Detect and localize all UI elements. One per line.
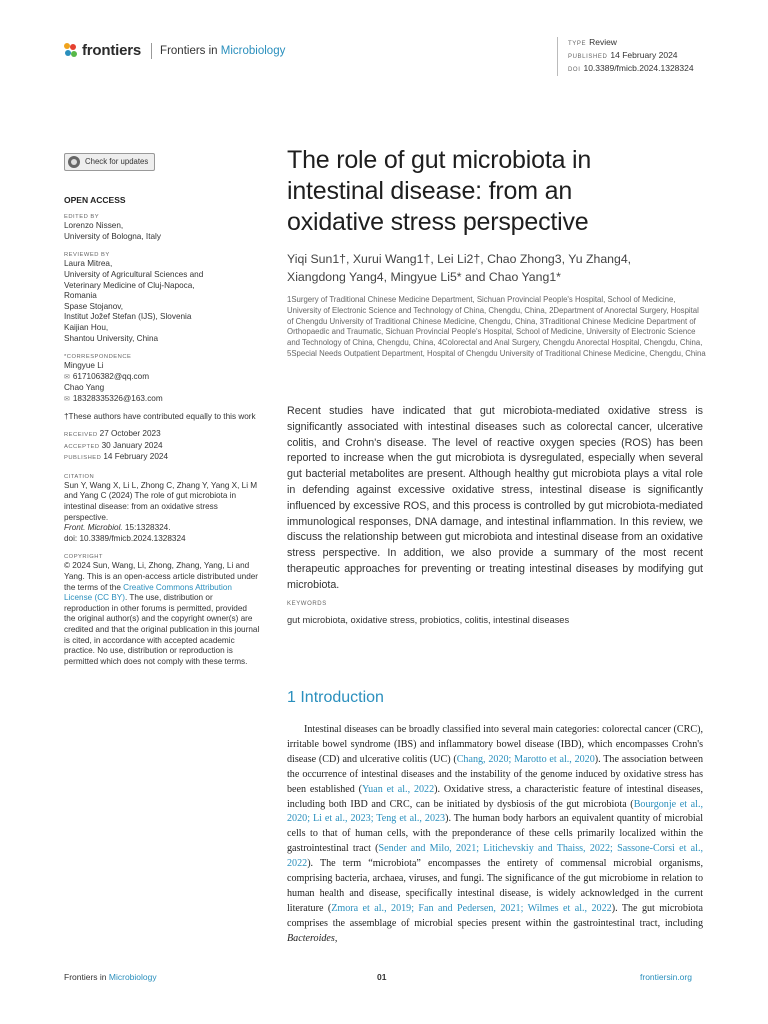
citation	[64, 481, 260, 545]
type-value: Review	[589, 37, 617, 47]
journal-title: Microbiology	[220, 44, 286, 57]
authors-text[interactable]: Yiqi Sun1†, Xurui Wang1†, Lei Li2†, Chao Zhong3, Yu Zhang4, Xiangdong Yang4, Mingyue Li5* and Chao Yang1*	[287, 252, 632, 284]
copyright-text: © 2024 Sun, Wang, Li, Zhong, Zhang, Yang, Li and Yang. This is an open-access article distributed under the terms of the	[64, 561, 259, 592]
citation-link[interactable]: Yuan et al., 2022	[362, 783, 435, 795]
author-list	[287, 251, 687, 286]
italic-text: Bacteroides	[287, 932, 335, 944]
citation-link[interactable]: Zmora et al., 2019; Fan and Pedersen, 2021; Wilmes et al., 2022	[331, 902, 612, 914]
journal-name[interactable]	[160, 45, 285, 57]
intro-text: ,	[334, 932, 338, 944]
reviewer-line: Laura Mitrea,	[64, 259, 113, 269]
reviewer-line: Kaijian Hou,	[64, 322, 109, 332]
intro-text: ). The human body harbors an equivalent quantity of microbial cells to that of human cells, with the preponderance of these cells primarily localized within the gastrointestinal tract (	[287, 813, 703, 855]
article-title: The role of gut microbiota in intestinal disease: from an oxidative stress perspective	[287, 146, 592, 236]
footer-journal-prefix: Frontiers in	[64, 972, 107, 982]
journal-prefix: Frontiers in	[160, 44, 218, 57]
license-link[interactable]: Creative Commons Attribution License (CC BY)	[64, 582, 232, 603]
editor-affiliation: University of Bologna, Italy	[64, 231, 161, 241]
doi-label: DOI	[568, 67, 581, 73]
dates	[64, 429, 260, 464]
accepted-label: ACCEPTED	[64, 443, 100, 450]
intro-text: ). The gut microbiota comprises the assemblage of microbial species present within the gastrointestinal tract, including	[287, 902, 703, 929]
introduction-body	[287, 723, 703, 947]
section-heading: 1 Introduction	[287, 689, 384, 706]
frontiers-logo-icon	[64, 43, 78, 59]
update-check-icon	[68, 156, 80, 168]
citation-journal: Front. Microbiol.	[64, 523, 123, 533]
intro-text: ). The term “microbiota” encompasses the entirety of commensal microbial organisms, comprising bacteria, archaea, viruses, and fungi. The significance of the gut microbiome in relation to human health and disease, specifically intestinal disease, is widely acknowledged in the current literature (	[287, 858, 703, 914]
meta-published	[568, 50, 694, 63]
frontiers-logo[interactable]	[64, 42, 285, 59]
published-label: PUBLISHED	[568, 54, 608, 60]
open-access-label: OPEN ACCESS	[64, 194, 126, 205]
page-number: 01	[377, 972, 387, 982]
reviewed-by-label: REVIEWED BY	[64, 252, 110, 259]
intro-text: ). The association between the occurrence of intestinal diseases and the instability of the genome induced by oxidative stress has been established (	[287, 753, 703, 795]
copyright	[64, 561, 260, 667]
check-updates-label: Check for updates	[85, 156, 149, 166]
reviewers	[64, 259, 260, 344]
corr-name: Mingyue Li	[64, 361, 104, 371]
received-value: 27 October 2023	[99, 429, 161, 439]
footer-journal-link[interactable]: Microbiology	[108, 972, 157, 982]
correspondence	[64, 361, 260, 405]
article-meta	[557, 37, 694, 76]
accepted-value: 30 January 2024	[101, 440, 163, 450]
meta-type	[568, 37, 694, 50]
intro-text: ). Oxidative stress, a characteristic feature of intestinal diseases, including both IBD and CRC, can be initiated by dysbiosis of the gut microbiota (	[287, 783, 703, 810]
reviewer-line: Romania	[64, 291, 97, 301]
published-date-label: PUBLISHED	[64, 455, 102, 462]
brand-name: frontiers	[82, 42, 142, 59]
intro-text: Intestinal diseases can be broadly classified into several main categories: colorectal cancer (CRC), irritable bowel syndrome (IBS) and inflammatory bowel disease (IBD), which encompasses Crohn's disease (CD) and ulcerative colitis (UC) (	[287, 724, 703, 765]
affiliations: 1Surgery of Traditional Chinese Medicine Department, Sichuan Provincial People's Hospital, School of Medicine, University of Electronic Science and Technology of China, Chengdu, China, 2Department of Anorectal Surgery, Hospital of Chengdu University of Traditional Chinese Medicine, Chengdu, China, 3Traditional Chinese Medicine Department of Orthopaedic and Traumatic, Sichuan Provincial People's Hospital, School of Medicine, University of Electronic Science and Technology of China, Chengdu, China, 4Colorectal and Anal Surgery, Chengdu Anorectal Hospital, Chengdu, China, 5Special Needs Outpatient Department, Hospital of Chengdu University of Traditional Chinese Medicine, Chengdu, China	[287, 295, 706, 358]
edited-by-label: EDITED BY	[64, 214, 100, 221]
received-label: RECEIVED	[64, 432, 98, 439]
corr-email-link[interactable]: 18328335326@163.com	[72, 393, 163, 403]
citation-link[interactable]: Bourgonje et al., 2020; Li et al., 2023; Teng et al., 2023	[287, 798, 704, 825]
citation-text: Sun Y, Wang X, Li L, Zhong C, Zhang Y, Yang X, Li M and Yang C (2024) The role of gut microbiota in intestinal disease: from an oxidative stress perspective.	[64, 480, 258, 522]
brand-divider	[151, 43, 152, 59]
abstract: Recent studies have indicated that gut microbiota-mediated oxidative stress is significantly associated with intestinal diseases such as colorectal cancer, ulcerative colitis, and Crohn's disease. The level of reactive oxygen species (ROS) has been reported to increase when the gut microbiota is dysregulated, especially when several gut bacterial metabolites are present. Although healthy gut microbiota plays a vital role in defending against excessive oxidative stress, intestinal disease is significantly influenced by excessive ROS, and this process is controlled by gut microbiota-mediated immunological responses, DNA damage, and intestinal inflammation. In this review, we discuss the relationship between gut microbiota and intestinal disease from an oxidative stress perspective. In addition, we also provide a summary of the most recent therapeutic approaches for preventing or treating intestinal diseases by modifying gut microbiota.	[287, 405, 703, 591]
keywords: gut microbiota, oxidative stress, probiotics, colitis, intestinal diseases	[287, 615, 570, 625]
keywords-label: KEYWORDS	[287, 601, 327, 607]
meta-doi	[568, 63, 694, 76]
published-date-value: 14 February 2024	[103, 452, 168, 462]
copyright-label: COPYRIGHT	[64, 554, 103, 561]
citation-link[interactable]: Sender and Milo, 2021; Litichevskiy and Thaiss, 2022; Sassone-Corsi et al., 2022	[287, 843, 703, 870]
reviewer-line: Spase Stojanov,	[64, 301, 124, 311]
intro-paragraph	[287, 723, 703, 947]
email-icon: ✉	[64, 395, 70, 403]
reviewer-line: Institut Jožef Stefan (IJS), Slovenia	[64, 312, 192, 322]
reviewer-line: Veterinary Medicine of Cluj-Napoca,	[64, 280, 195, 290]
corr-name: Chao Yang	[64, 383, 105, 393]
copyright-text-end: . The use, distribution or reproduction in other forums is permitted, provided the original author(s) and the copyright owner(s) are credited and that the original publication in this journal is cited, in accordance with accepted academic practice. No use, distribution or reproduction is permitted which does not comply with these terms.	[64, 593, 260, 666]
citation-doi[interactable]: doi: 10.3389/fmicb.2024.1328324	[64, 533, 186, 543]
sidebar	[64, 153, 260, 667]
correspondence-label: *CORRESPONDENCE	[64, 354, 132, 361]
editor-name: Lorenzo Nissen,	[64, 221, 124, 231]
type-label: TYPE	[568, 41, 587, 47]
reviewer-line: University of Agricultural Sciences and	[64, 269, 204, 279]
citation-label: CITATION	[64, 473, 95, 480]
footer-journal	[64, 972, 157, 982]
published-value: 14 February 2024	[610, 50, 678, 60]
citation-link[interactable]: Chang, 2020; Marotto et al., 2020	[456, 753, 595, 765]
doi-value[interactable]: 10.3389/fmicb.2024.1328324	[583, 63, 694, 73]
editor	[64, 221, 260, 242]
reviewer-line: Shantou University, China	[64, 333, 159, 343]
email-icon: ✉	[64, 373, 70, 381]
equal-contribution-note: †These authors have contributed equally to this work	[64, 411, 256, 421]
check-for-updates-button[interactable]	[64, 153, 155, 171]
corr-email-link[interactable]: 617106382@qq.com	[72, 371, 150, 381]
citation-volume: 15:1328324.	[122, 523, 171, 533]
footer-site-link[interactable]: frontiersin.org	[640, 972, 692, 982]
